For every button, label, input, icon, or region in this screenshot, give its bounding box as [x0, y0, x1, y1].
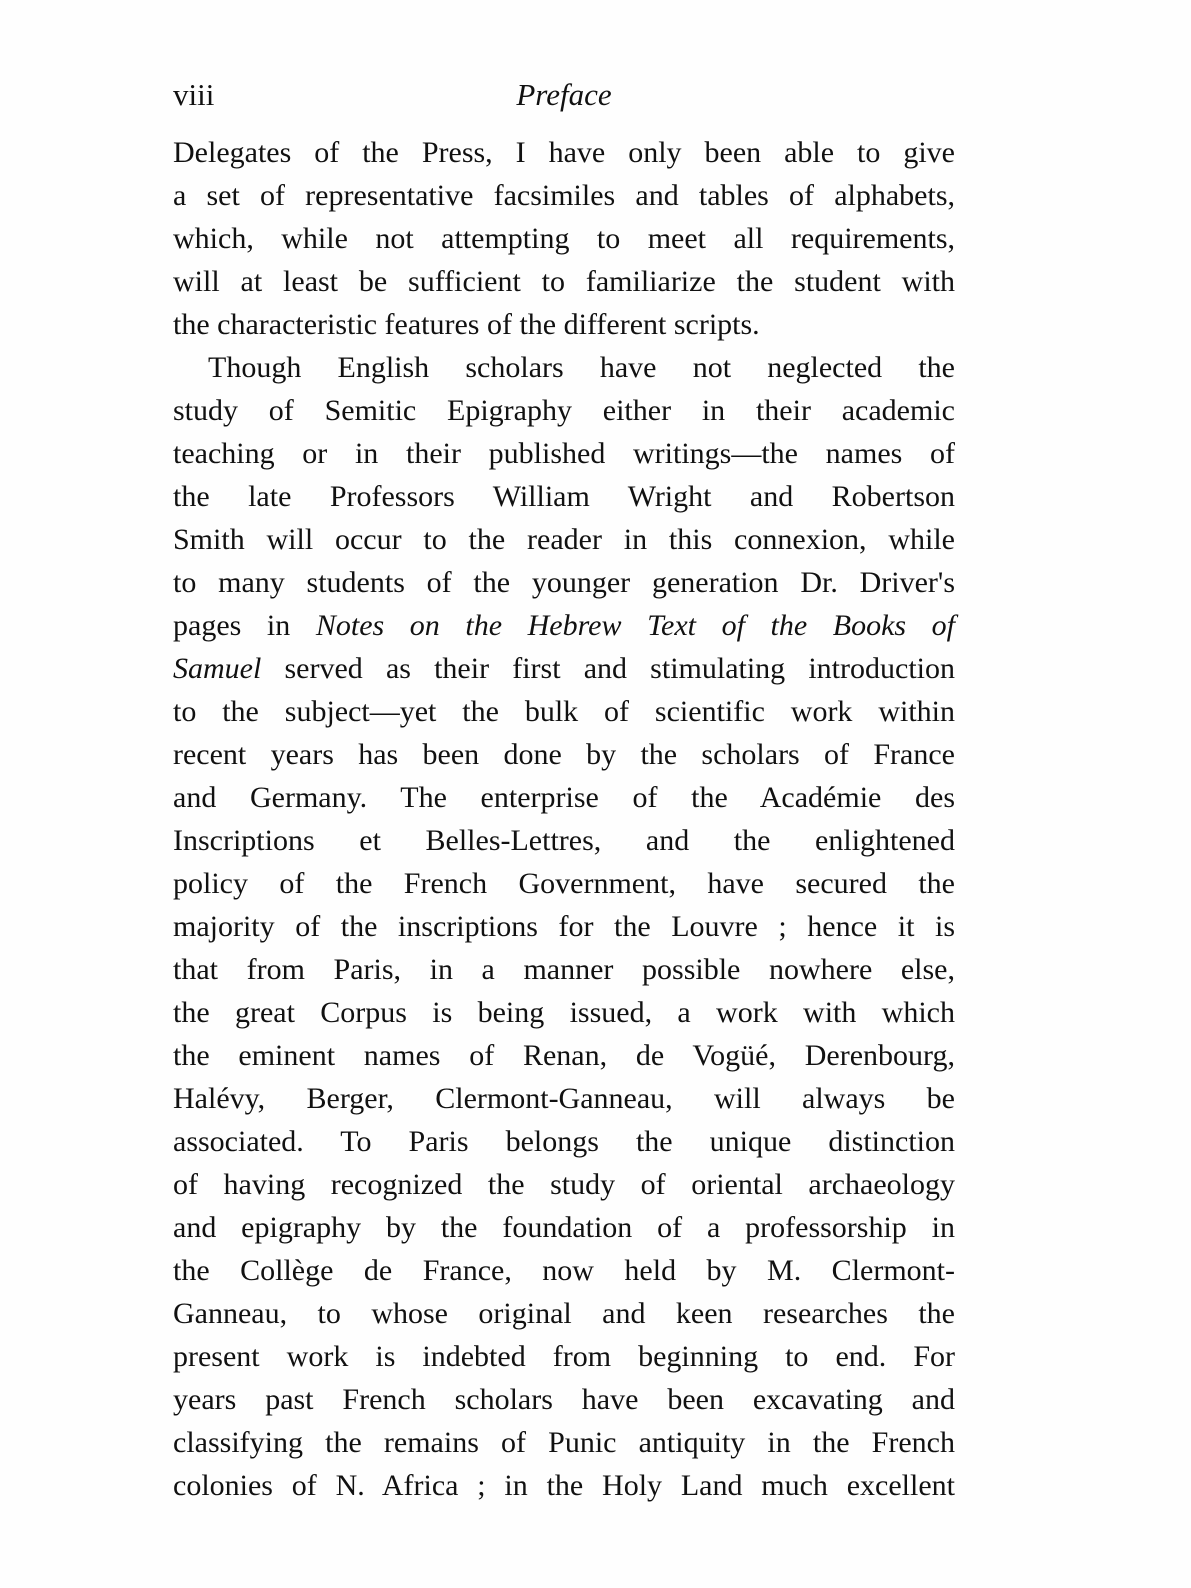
text-line	[173, 174, 955, 217]
text-line	[173, 1077, 955, 1120]
text-line-segment: years past French scholars have been excavating and	[173, 1383, 955, 1416]
text-line-segment: pages in	[173, 609, 316, 642]
text-line-segment: the late Professors William Wright and Robertson	[173, 480, 955, 513]
text-line-segment: the eminent names of Renan, de Vogüé, Derenbourg,	[173, 1039, 955, 1072]
text-line-segment: will at least be sufficient to familiarize the student with	[173, 265, 955, 298]
text-line-segment: teaching or in their published writings—the names of	[173, 437, 955, 470]
italic-title-segment: Notes on the Hebrew Text of the Books of	[315, 609, 956, 642]
text-line-segment: present work is indebted from beginning to end. For	[173, 1340, 955, 1373]
text-line	[173, 1378, 955, 1421]
text-line	[173, 819, 955, 862]
text-line-segment: colonies of N. Africa ; in the Holy Land much excellent	[173, 1469, 955, 1502]
text-line-segment: policy of the French Government, have secured the	[173, 867, 955, 900]
text-line-segment: and Germany. The enterprise of the Académie des	[173, 781, 955, 814]
text-line-segment: to many students of the younger generation Dr. Driver's	[173, 566, 955, 599]
text-line	[173, 862, 955, 905]
text-line	[173, 948, 955, 991]
text-line	[173, 518, 955, 561]
text-line	[173, 1292, 955, 1335]
text-line	[173, 1206, 955, 1249]
text-line	[173, 1249, 955, 1292]
text-line-segment: classifying the remains of Punic antiquity in the French	[173, 1426, 955, 1459]
text-line	[173, 432, 955, 475]
text-line	[173, 475, 955, 518]
text-line	[173, 604, 955, 647]
text-line	[173, 1034, 955, 1077]
text-line-segment: Smith will occur to the reader in this connexion, while	[173, 523, 955, 556]
running-head	[173, 70, 955, 120]
text-line	[173, 647, 955, 690]
text-line	[173, 991, 955, 1034]
text-line-segment: which, while not attempting to meet all requirements,	[173, 222, 955, 255]
preface-body-text	[173, 131, 955, 1507]
text-line	[173, 690, 955, 733]
text-line-segment: the great Corpus is being issued, a work with which	[173, 996, 955, 1029]
text-line-segment: Delegates of the Press, I have only been able to give	[173, 136, 955, 169]
text-line-segment: associated. To Paris belongs the unique distinction	[173, 1125, 955, 1158]
italic-title-segment: Samuel	[173, 652, 262, 685]
text-line	[173, 1120, 955, 1163]
text-line	[173, 905, 955, 948]
text-line	[173, 389, 955, 432]
text-line-segment: recent years has been done by the scholars of France	[173, 738, 955, 771]
text-line-segment: Inscriptions et Belles-Lettres, and the enlightened	[173, 824, 955, 857]
text-line	[173, 217, 955, 260]
text-line-segment: the Collège de France, now held by M. Clermont-	[173, 1254, 955, 1287]
text-line-segment: that from Paris, in a manner possible nowhere else,	[173, 953, 955, 986]
text-line-segment: to the subject—yet the bulk of scientific work within	[173, 695, 955, 728]
text-line-segment: study of Semitic Epigraphy either in their academic	[173, 394, 955, 427]
text-line-segment: Halévy, Berger, Clermont-Ganneau, will always be	[173, 1082, 955, 1115]
text-line	[173, 303, 955, 346]
text-line	[173, 733, 955, 776]
text-line	[173, 131, 955, 174]
running-title: Preface	[516, 77, 612, 112]
text-line	[173, 561, 955, 604]
text-line-segment: the characteristic features of the different scripts.	[173, 308, 760, 341]
text-line	[173, 346, 955, 389]
text-line	[173, 776, 955, 819]
page-number: viii	[173, 77, 215, 112]
text-line-segment: Ganneau, to whose original and keen researches the	[173, 1297, 955, 1330]
text-line	[173, 260, 955, 303]
text-line-segment: a set of representative facsimiles and tables of alphabets,	[173, 179, 955, 212]
text-line	[173, 1335, 955, 1378]
text-line	[173, 1464, 955, 1507]
text-line-segment: Though English scholars have not neglected the	[208, 351, 955, 384]
text-line	[173, 1163, 955, 1206]
text-line-segment: served as their first and stimulating introduction	[261, 652, 955, 685]
text-line	[173, 1421, 955, 1464]
text-line-segment: and epigraphy by the foundation of a professorship in	[173, 1211, 955, 1244]
text-line-segment: of having recognized the study of oriental archaeology	[173, 1168, 955, 1201]
text-line-segment: majority of the inscriptions for the Louvre ; hence it is	[173, 910, 955, 943]
